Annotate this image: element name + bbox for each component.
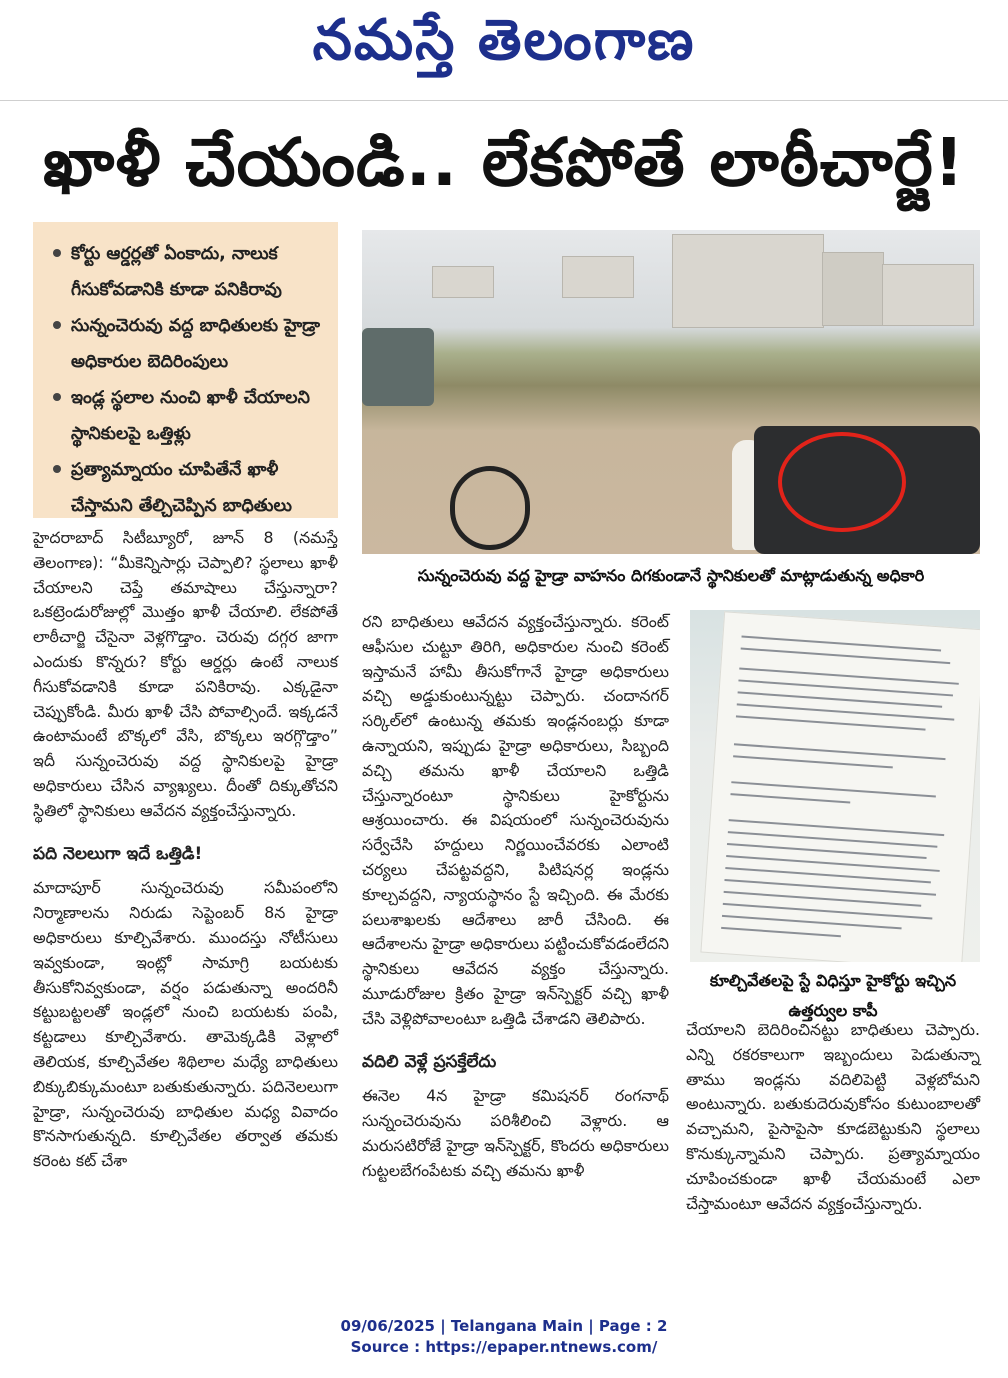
photo-caption: సున్నంచెరువు వద్ద హైడ్రా వాహనం దిగకుండానే స్థానికులతో మాట్లాడుతున్న అధికారి	[417, 566, 925, 585]
apartment-building	[882, 264, 974, 326]
article-paragraph: ఈనెల 4న హైడ్రా కమిషనర్ రంగనాథ్ సున్నంచెరువును పరిశీలించి వెళ్లారు. ఆ మరుసటిరోజే హైడ్రా ఇన్‌స్పెక్టర్, కొందరు అధికారులు గుట్టలబేగంపేటకు వచ్చి తమను ఖాళీ	[362, 1086, 669, 1180]
apartment-building	[562, 256, 634, 298]
apartment-building	[822, 252, 884, 326]
court-order-page	[700, 611, 980, 962]
highlight-item	[51, 308, 328, 380]
masthead-divider	[0, 100, 1008, 101]
document-caption: కూల్చివేతలపై స్టే విధిస్తూ హైకోర్టు ఇచ్చిన ఉత్తర్వుల కాపీ	[709, 971, 957, 1020]
highlight-text: ప్రత్యామ్నాయం చూపితేనే ఖాళీ చేస్తామని తేల్చిచెప్పిన బాధితులు	[71, 460, 292, 516]
highlight-item	[51, 236, 328, 308]
article-column-1	[33, 526, 338, 1174]
highlight-text: ఇండ్ల స్థలాల నుంచి ఖాళీ చేయాలని స్థానికులపై ఒత్తిళ్లు	[71, 388, 310, 444]
article-intro: హైదరాబాద్ సిటీబ్యూరో, జూన్ 8 (నమస్తే తెలంగాణ): “మీకెన్నిసార్లు చెప్పాలి? స్థలాలు ఖాళీ చేయాలని చెప్తే తమాషాలు చేస్తున్నారా? ఒకట్రెండురోజుల్లో మొత్తం ఖాళీ చేయాలి. లేకపోతే లాఠీచార్జి చేసైనా వెళ్లగొడ్తాం. చెరువు దగ్గర జాగా ఎందుకు కొన్నరు? కోర్టు ఆర్డర్లు ఉంటే నాలుక గీసుకోవడానికి కూడా పనికిరావు. ఎక్కడైనా చెప్పుకోండి. మీరు ఖాళీ చేసి పోవాల్సిందే. ఇక్కడనే ఉంటామంటే బొక్కలో వేసి, బొక్కలు ఇరగ్గొడ్తాం” ఇదీ సున్నంచెరువు వద్ద స్థానికులపై హైడ్రా అధికారులు చేసిన వ్యాఖ్యలు. దీంతో దిక్కుతోచని స్థితిలో స్థానికులు ఆవేదన వ్యక్తంచేస్తున్నారు.	[33, 528, 338, 820]
page-footer	[0, 1316, 1008, 1358]
text-line	[730, 793, 850, 803]
text-line	[721, 927, 841, 937]
highlight-item	[51, 452, 328, 524]
text-line	[736, 715, 926, 730]
news-photo	[362, 230, 980, 554]
article-paragraph: చేయాలని బెదిరించినట్టు బాధితులు చెప్పారు. ఎన్ని రకరకాలుగా ఇబ్బందులు పెడుతున్నా తాము ఇండ్లను వదిలిపెట్టి వెళ్లబోమని అంటున్నారు. బతుకుదెరువుకోసం కుటుంబాలతో వచ్చామని, పైసాపైసా కూడబెట్టుకుని స్థలాలు కొనుక్కున్నామని చెప్పారు. ప్రత్యామ్నాయం చూపించకుండా ఖాళీ చేయమంటే ఎలా చేస్తామంటూ ఆవేదన వ్యక్తంచేస్తున్నారు.	[686, 1020, 980, 1213]
bullet-icon	[53, 249, 61, 257]
highlights-box	[33, 222, 338, 518]
court-order-photo	[690, 610, 980, 962]
subheading: పది నెలలుగా ఇదే ఒత్తిడి!	[33, 843, 203, 864]
subheading: వదిలి వెళ్లే ప్రసక్తేలేదు	[362, 1051, 497, 1072]
article-headline: ఖాళీ చేయండి.. లేకపోతే లాఠీచార్జే!	[43, 124, 965, 201]
text-line	[733, 755, 893, 768]
bullet-icon	[53, 465, 61, 473]
apartment-building	[432, 266, 494, 298]
article-paragraph: మాదాపూర్ సున్నంచెరువు సమీపంలోని నిర్మాణాలను నిరుడు సెప్టెంబర్ 8న హైడ్రా అధికారులు కూల్చివేశారు. ముందస్తు నోటీసులు ఇవ్వకుండా, ఇంట్లో సామాగ్రి బయటకు తీసుకోనివ్వకుండా, వర్షం పడుతున్నా అందరినీ కట్టుబట్టలతో ఇండ్లలో నుంచి బయటకు పంపి, కట్టడాలు కూల్చివేశారు. తామెక్కడికి వెళ్లాలో తెలియక, కూల్చివేతల శిథిలాల మధ్యే బాధితులు బిక్కుబిక్కుమంటూ బతుకుతున్నారు. పదినెలలుగా హైడ్రా, సున్నంచెరువు బాధితుల మధ్య వివాదం కొనసాగుతున్నది. కూల్చివేతల తర్వాత తమకు కరెంట కట్ చేశా	[33, 878, 338, 1171]
masthead	[0, 0, 1008, 90]
source-link[interactable]: Source : https://epaper.ntnews.com/	[350, 1338, 658, 1356]
water-tanker	[362, 328, 434, 406]
article-column-2	[362, 610, 669, 1184]
highlight-item	[51, 380, 328, 452]
motorbike	[450, 466, 530, 550]
bullet-icon	[53, 393, 61, 401]
highlight-text: కోర్టు ఆర్డర్లతో ఏంకాదు, నాలుక గీసుకోవడానికి కూడా పనికిరావు	[71, 244, 282, 300]
bullet-icon	[53, 321, 61, 329]
text-line	[722, 915, 902, 930]
edition-info: 09/06/2025 | Telangana Main | Page : 2	[340, 1317, 668, 1335]
article-column-3	[686, 1018, 980, 1216]
article-paragraph: రని బాధితులు ఆవేదన వ్యక్తంచేస్తున్నారు. కరెంట్ ఆఫీసుల చుట్టూ తిరిగి, అధికారుల నుంచి కరెంట్ ఇస్తామనే హామీ తీసుకోగానే హైడ్రా అధికారులు వచ్చి అడ్డుకుంటున్నట్టు చెప్పారు. చందానగర్ సర్కిల్‌లో ఉంటున్న తమకు ఇండ్లనంబర్లు కూడా ఉన్నాయని, ఇప్పుడు హైడ్రా అధికారులు, సిబ్బంది వచ్చి తమను ఖాళీ చేయాలని ఒత్తిడి చేస్తున్నారంటూ స్థానికులు హైకోర్టును ఆశ్రయించారు. ఈ విషయంలో సున్నంచెరువును సర్వేచేసి హద్దులు నిర్ణయించేవరకు ఎలాంటి చర్యలు చేపట్టవద్దని, పిటిషనర్ల ఇండ్లను కూల్చవద్దని, న్యాయస్థానం స్టే ఇచ్చింది. ఈ మేరకు పలుశాఖలకు ఆదేశాలు జారీ చేసింది. ఈ ఆదేశాలను హైడ్రా అధికారులు పట్టించుకోవడంలేదని స్థానికులు ఆవేదన వ్యక్తం చేస్తున్నారు. మూడురోజుల క్రితం హైడ్రా ఇన్‌స్పెక్టర్ వచ్చి ఖాళీ చేసి వెళ్లిపోవాలంటూ ఒత్తిడి చేశాడని తెలిపారు.	[362, 612, 669, 1028]
apartment-building	[672, 234, 824, 328]
highlight-text: సున్నంచెరువు వద్ద బాధితులకు హైడ్రా అధికారుల బెదిరింపులు	[71, 316, 321, 372]
masthead-logo: నమస్తే తెలంగాణ	[312, 8, 696, 73]
highlight-circle	[778, 432, 906, 532]
